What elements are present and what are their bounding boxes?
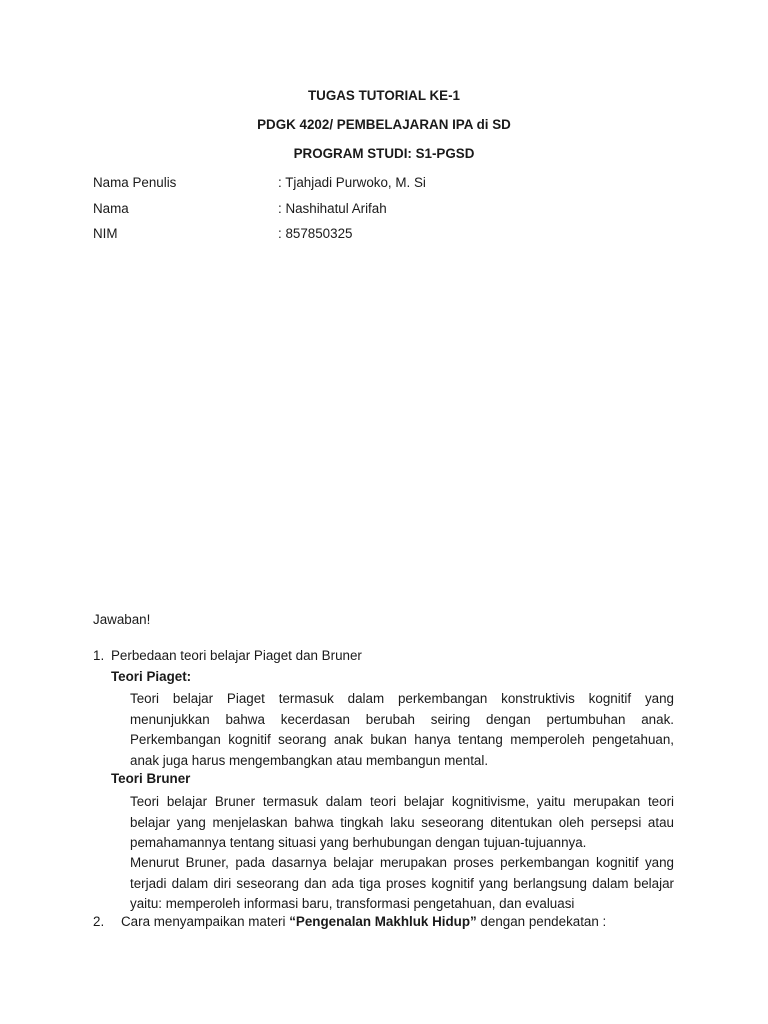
question-number: 2. [93, 914, 105, 929]
info-label: Nama [93, 201, 129, 216]
section-heading-piaget: Teori Piaget: [111, 669, 192, 684]
info-label: NIM [93, 226, 118, 241]
question-number: 1. [93, 648, 105, 663]
paragraph-bruner-1: Teori belajar Bruner termasuk dalam teori belajar kognitivisme, yaitu merupakan teori belajar yang menjelaskan bahwa tingkah laku seseorang ditentukan oleh persepsi atau pemahamannya tentang situasi yang berhubungan dengan tujuan-tujuannya. [130, 794, 674, 850]
section-heading-bruner: Teori Bruner [111, 771, 191, 786]
info-label: Nama Penulis [93, 175, 177, 190]
question-text-bold: “Pengenalan Makhluk Hidup” [289, 914, 477, 929]
question-text [121, 914, 606, 929]
paragraph-piaget: Teori belajar Piaget termasuk dalam perkembangan konstruktivis kognitif yang menunjukkan bahwa kecerdasan berubah seiring dengan pertumbuhan anak. Perkembangan kognitif seorang anak bukan hanya tentang memperoleh pengetahuan, anak juga harus mengembangkan atau membangun mental. [130, 691, 674, 768]
paragraph-bruner-2: Menurut Bruner, pada dasarnya belajar merupakan proses perkembangan kognitif yang terjadi dalam diri seseorang dan ada tiga proses kognitif yang berlangsung dalam belajar yaitu: memperoleh informasi baru, transformasi pengetahuan, dan evaluasi [130, 855, 674, 911]
course-title: PDGK 4202/ PEMBELAJARAN IPA di SD [257, 117, 511, 132]
answers-heading: Jawaban! [93, 612, 151, 627]
info-value: : Nashihatul Arifah [278, 201, 387, 216]
question-text-part: dengan pendekatan : [476, 914, 607, 929]
document-title: TUGAS TUTORIAL KE-1 [307, 88, 461, 103]
info-value: : Tjahjadi Purwoko, M. Si [278, 175, 426, 190]
question-text-part: Cara menyampaikan materi [121, 914, 290, 929]
program-title: PROGRAM STUDI: S1-PGSD [293, 146, 475, 161]
question-text: Perbedaan teori belajar Piaget dan Bruner [111, 648, 362, 663]
info-value: : 857850325 [278, 226, 353, 241]
